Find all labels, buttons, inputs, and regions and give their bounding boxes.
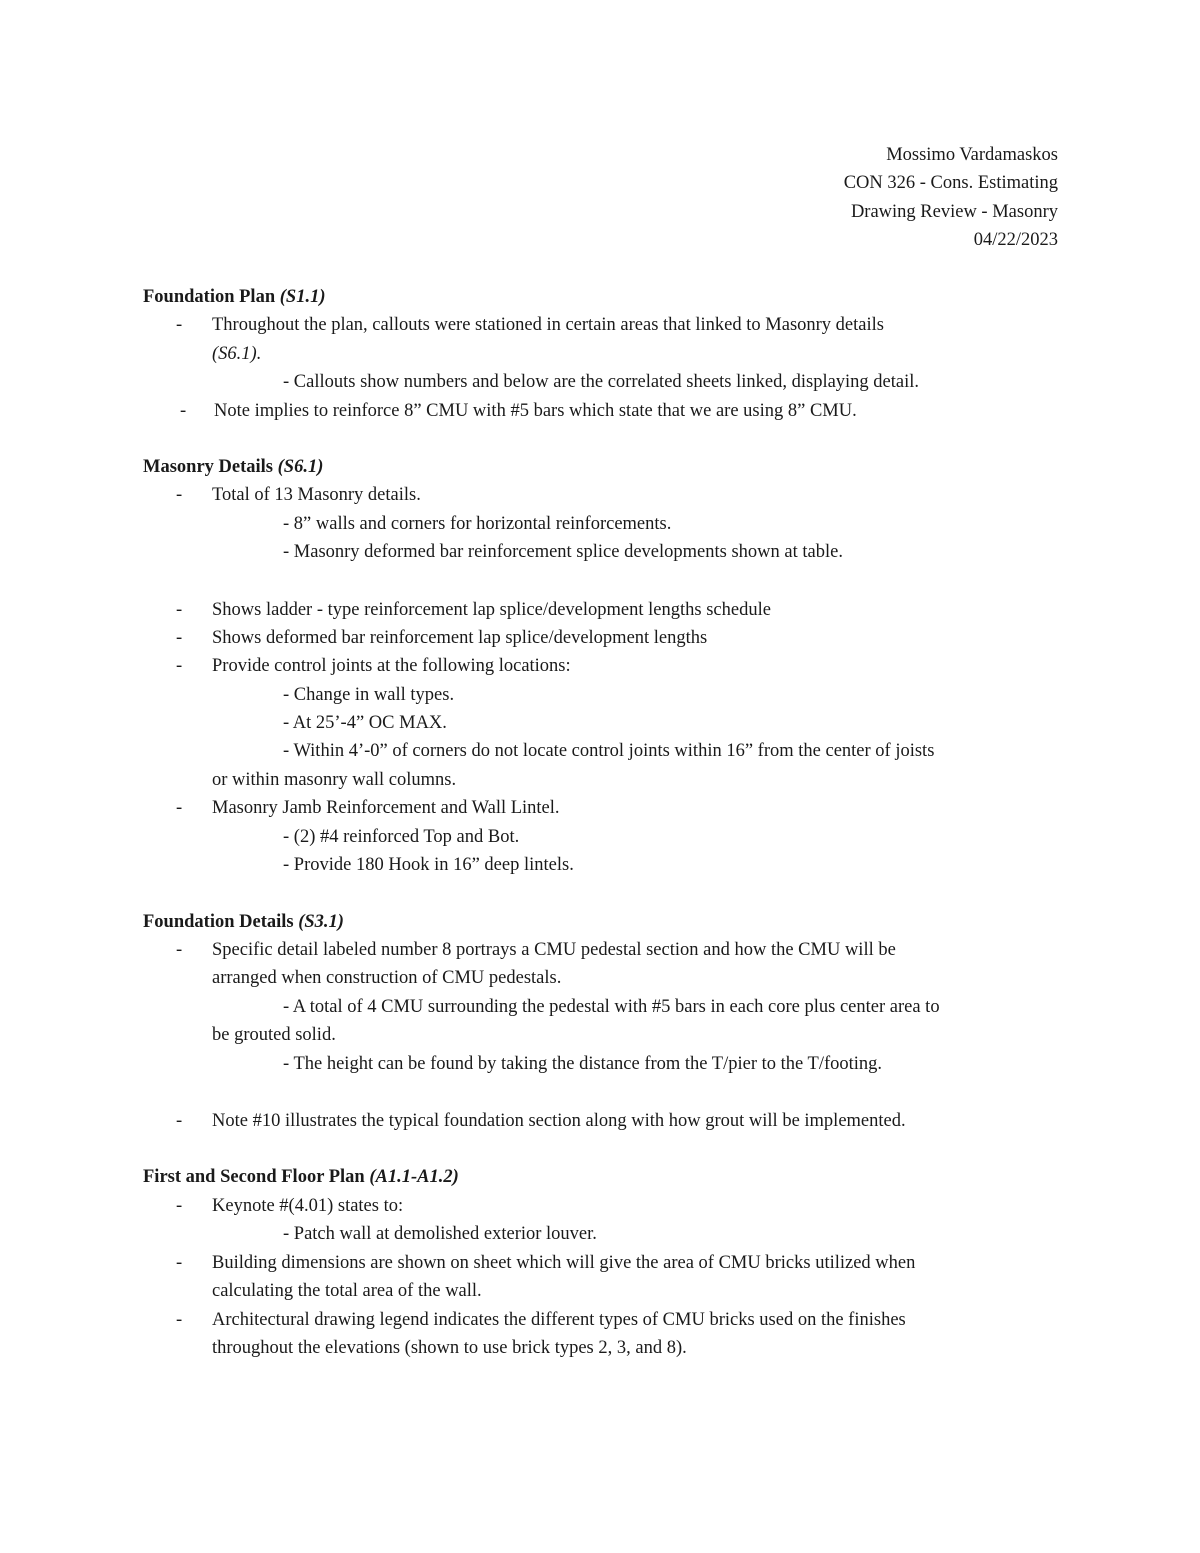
sub-item-continuation: be grouted solid. — [212, 1025, 336, 1045]
bullet-dash: - — [176, 656, 183, 676]
sub-item: - Provide 180 Hook in 16” deep lintels. — [283, 855, 574, 875]
bullet-dash: - — [176, 628, 183, 648]
list-item: Building dimensions are shown on sheet which will give the area of CMU bricks utilized when — [212, 1253, 916, 1273]
section-heading-floor-plan — [143, 1163, 459, 1191]
bullet-dash: - — [176, 1111, 183, 1131]
bullet-dash: - — [176, 600, 183, 620]
list-item: Total of 13 Masonry details. — [212, 485, 421, 505]
bullet-dash: - — [176, 485, 183, 505]
bullet-dash: - — [176, 1253, 183, 1273]
bullet-dash: - — [176, 940, 183, 960]
bullet-dash: - — [176, 1196, 183, 1216]
sub-item: - The height can be found by taking the distance from the T/pier to the T/footing. — [283, 1054, 883, 1074]
section-title: Foundation Details — [143, 912, 299, 932]
bullet-dash: - — [176, 1310, 183, 1330]
sub-item: - At 25’-4” OC MAX. — [283, 713, 447, 733]
list-item: Shows deformed bar reinforcement lap splice/development lengths — [212, 628, 708, 648]
sub-item: - Callouts show numbers and below are the correlated sheets linked, displaying detail. — [283, 372, 920, 392]
section-heading-masonry-details — [143, 453, 323, 481]
list-item: Masonry Jamb Reinforcement and Wall Lintel. — [212, 798, 560, 818]
section-heading-foundation-details — [143, 908, 344, 936]
list-item: Keynote #(4.01) states to: — [212, 1196, 404, 1216]
sub-item-continuation: or within masonry wall columns. — [212, 770, 457, 790]
section-title: Masonry Details — [143, 457, 278, 477]
list-item: Specific detail labeled number 8 portrays a CMU pedestal section and how the CMU will be — [212, 940, 896, 960]
sub-item: - (2) #4 reinforced Top and Bot. — [283, 827, 520, 847]
sheet-reference: (S1.1) — [279, 287, 326, 307]
sub-item: - Masonry deformed bar reinforcement splice developments shown at table. — [283, 542, 843, 562]
bullet-dash: - — [180, 401, 187, 421]
list-item: Throughout the plan, callouts were stationed in certain areas that linked to Masonry details — [212, 315, 884, 335]
document-date: 04/22/2023 — [973, 230, 1058, 250]
list-item-continuation: calculating the total area of the wall. — [212, 1281, 482, 1301]
section-title: Foundation Plan — [143, 287, 280, 307]
sub-item: - A total of 4 CMU surrounding the pedestal with #5 bars in each core plus center area to — [283, 997, 940, 1017]
list-item-continuation: arranged when construction of CMU pedestals. — [212, 968, 562, 988]
sheet-reference: (S3.1) — [298, 912, 344, 932]
section-heading-foundation-plan — [143, 283, 326, 311]
list-item-continuation: (S6.1). — [212, 344, 262, 364]
list-item: Architectural drawing legend indicates the different types of CMU bricks used on the finishes — [212, 1310, 906, 1330]
list-item: Note #10 illustrates the typical foundation section along with how grout will be implemented. — [212, 1111, 906, 1131]
assignment-title: Drawing Review - Masonry — [850, 202, 1058, 222]
list-item: Note implies to reinforce 8” CMU with #5 bars which state that we are using 8” CMU. — [214, 401, 857, 421]
bullet-dash: - — [176, 798, 183, 818]
bullet-dash: - — [176, 315, 183, 335]
list-item: Shows ladder - type reinforcement lap splice/development lengths schedule — [212, 600, 771, 620]
author-name: Mossimo Vardamaskos — [886, 145, 1058, 165]
sub-item: - Patch wall at demolished exterior louver. — [283, 1224, 597, 1244]
sub-item: - 8” walls and corners for horizontal reinforcements. — [283, 514, 672, 534]
sub-item: - Change in wall types. — [283, 685, 455, 705]
sheet-reference: (S6.1) — [277, 457, 324, 477]
course-name: CON 326 - Cons. Estimating — [843, 173, 1058, 193]
list-item-continuation: throughout the elevations (shown to use brick types 2, 3, and 8). — [212, 1338, 687, 1358]
sheet-reference: (A1.1-A1.2) — [369, 1167, 459, 1187]
sub-item: - Within 4’-0” of corners do not locate control joints within 16” from the center of joists — [283, 741, 935, 761]
list-item: Provide control joints at the following locations: — [212, 656, 571, 676]
section-title: First and Second Floor Plan — [143, 1167, 370, 1187]
